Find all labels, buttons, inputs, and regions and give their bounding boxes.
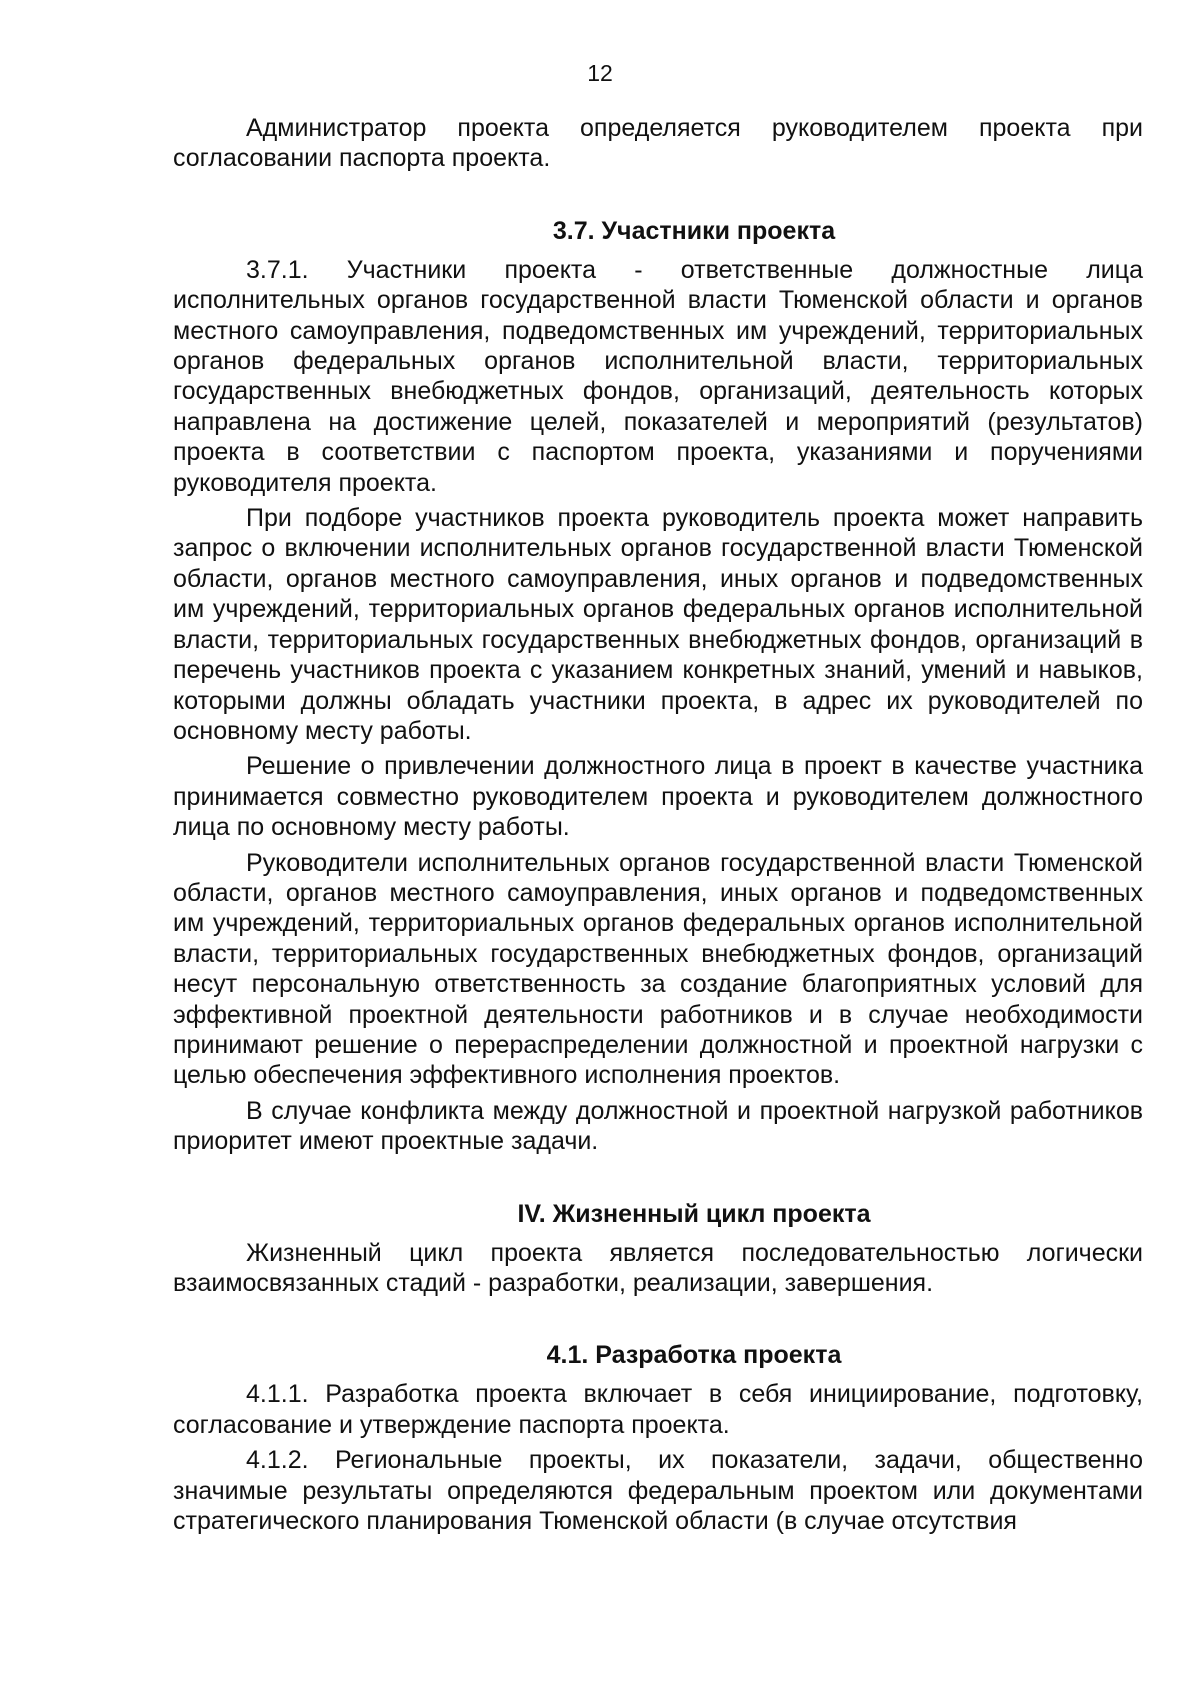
section-spacer xyxy=(173,174,1143,216)
paragraph-participant-selection: При подборе участников проекта руководитель проекта может направить запрос о включении исполнительных органов государственной власти Тюменской области, органов местного самоуправления, иных органов и подведомственных им учреждений, территориальных органов федеральных органов исполнительной власти, территориальных государственных внебюджетных фондов, организаций в перечень участников проекта с указанием конкретных знаний, умений и навыков, которыми должны обладать участники проекта, в адрес их руководителей по основному месту работы. xyxy=(173,504,1143,745)
paragraph-3-7-1: 3.7.1. Участники проекта - ответственные должностные лица исполнительных органов государственной власти Тюменской области и органов местного самоуправления, подведомственных им учреждений, территориальных органов федеральных органов исполнительной власти, территориальных государственных внебюджетных фондов, организаций, деятельность которых направлена на достижение целей, показателей и мероприятий (результатов) проекта в соответствии с паспортом проекта, указаниями и поручениями руководителя проекта. xyxy=(173,255,1143,497)
paragraph-participant-decision: Решение о привлечении должностного лица в проект в качестве участника принимается совместно руководителем проекта и руководителем должностного лица по основному месту работы. xyxy=(173,752,1143,842)
heading-spacer xyxy=(173,1371,1143,1379)
paragraph-conflict-priority: В случае конфликта между должностной и проектной нагрузкой работников приоритет имеют проектные задачи. xyxy=(173,1096,1143,1156)
paragraph-4-1-1: 4.1.1. Разработка проекта включает в себя инициирование, подготовку, согласование и утверждение паспорта проекта. xyxy=(173,1380,1143,1439)
section-heading-3-7: 3.7. Участники проекта xyxy=(552,216,836,245)
page-content xyxy=(173,113,1143,1536)
paragraph-4-1-2: 4.1.2. Региональные проекты, их показатели, задачи, общественно значимые результаты определяются федеральным проектом или документами стратегического планирования Тюменской области (в случае отсутствия xyxy=(173,1446,1143,1536)
paragraph-life-cycle: Жизненный цикл проекта является последовательностью логически взаимосвязанных стадий - разработки, реализации, завершения. xyxy=(173,1238,1143,1297)
section-spacer xyxy=(173,1157,1143,1199)
paragraph-manager-responsibility: Руководители исполнительных органов государственной власти Тюменской области, органов местного самоуправления, иных органов и подведомственных им учреждений, территориальных органов федеральных органов исполнительной власти, территориальных государственных внебюджетных фондов, организаций несут персональную ответственность за создание благоприятных условий для эффективной проектной деятельности работников и в случае необходимости принимают решение о перераспределении должностной и проектной нагрузки с целью обеспечения эффективного исполнения проектов. xyxy=(173,848,1143,1090)
page-number: 12 xyxy=(587,60,613,86)
section-heading-4-1: 4.1. Разработка проекта xyxy=(546,1341,842,1370)
section-heading-iv: IV. Жизненный цикл проекта xyxy=(517,1199,871,1228)
heading-spacer xyxy=(173,1230,1143,1238)
heading-spacer xyxy=(173,247,1143,255)
section-spacer xyxy=(173,1298,1143,1340)
intro-paragraph: Администратор проекта определяется руководителем проекта при согласовании паспорта проекта. xyxy=(173,114,1143,173)
